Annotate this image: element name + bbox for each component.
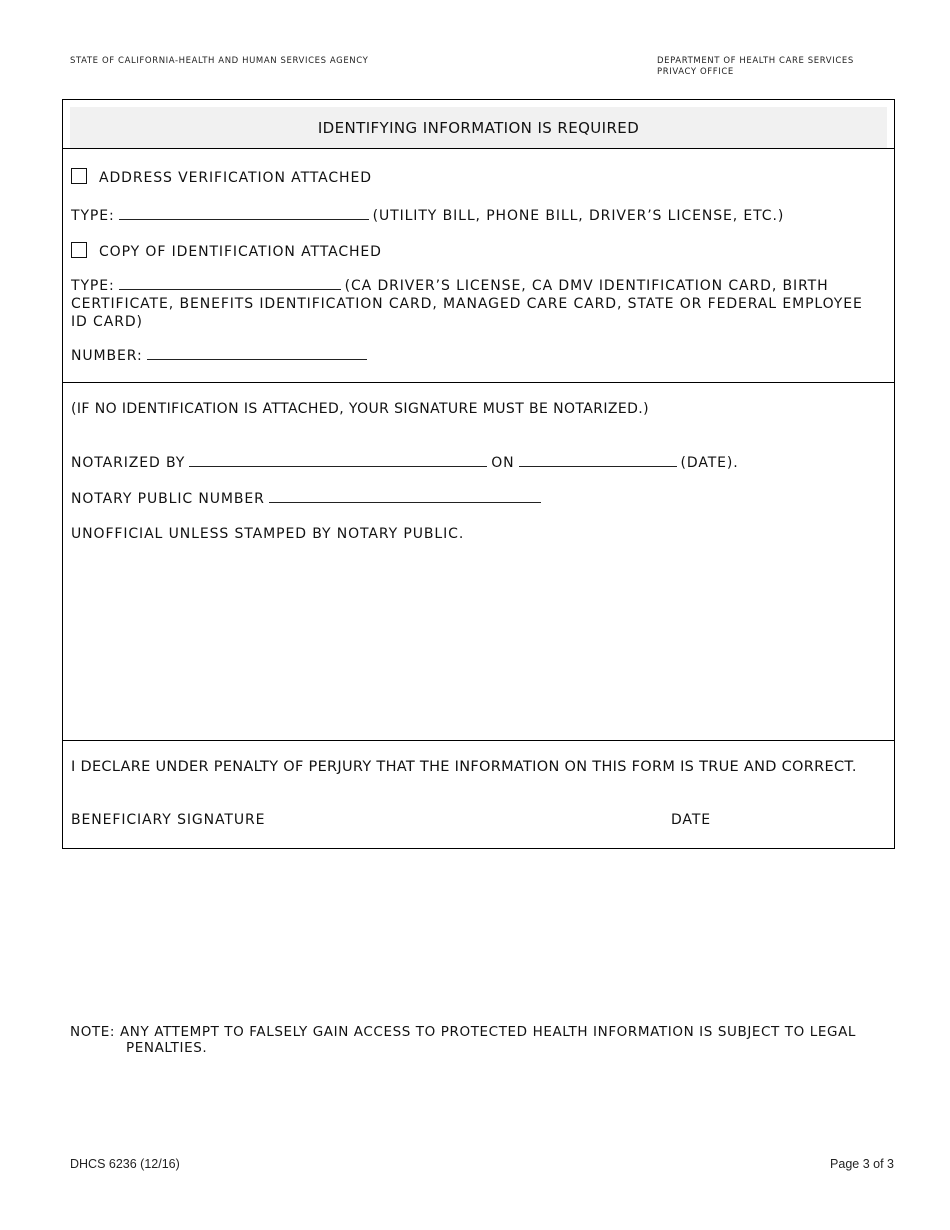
address-type-row (71, 207, 784, 224)
office-name: PRIVACY OFFICE (657, 67, 734, 77)
beneficiary-signature-label: BENEFICIARY SIGNATURE (71, 812, 266, 828)
identification-number-row (71, 347, 371, 364)
legal-note-line2: PENALTIES. (126, 1040, 208, 1056)
form-id: DHCS 6236 (12/16) (70, 1157, 180, 1171)
department-name: DEPARTMENT OF HEALTH CARE SERVICES (657, 56, 854, 66)
identification-section (63, 149, 894, 383)
notary-section (63, 383, 894, 741)
notarized-date-field[interactable] (519, 454, 677, 467)
identification-number-label: NUMBER: (71, 348, 143, 364)
page-number: Page 3 of 3 (830, 1157, 894, 1171)
notary-number-row (71, 490, 545, 507)
declaration-text: I DECLARE UNDER PENALTY OF PERJURY THAT THE INFORMATION ON THIS FORM IS TRUE AND CORRECT. (71, 759, 857, 775)
notarized-by-row (71, 454, 739, 471)
identification-type-row (71, 277, 876, 331)
identification-copy-label: COPY OF IDENTIFICATION ATTACHED (99, 244, 382, 260)
agency-header: STATE OF CALIFORNIA-HEALTH AND HUMAN SERVICES AGENCY (70, 56, 369, 66)
notary-stamp-note: UNOFFICIAL UNLESS STAMPED BY NOTARY PUBLIC. (71, 526, 465, 542)
notarized-on-label: ON (491, 455, 515, 471)
form-title-row (63, 100, 894, 149)
address-verification-row (71, 168, 372, 186)
address-type-hint: (UTILITY BILL, PHONE BILL, DRIVER’S LICENSE, ETC.) (372, 208, 785, 224)
declaration-section (63, 741, 894, 848)
legal-note-line1: NOTE: ANY ATTEMPT TO FALSELY GAIN ACCESS TO PROTECTED HEALTH INFORMATION IS SUBJECT TO LEGAL (70, 1024, 857, 1040)
notary-number-label: NOTARY PUBLIC NUMBER (71, 491, 265, 507)
identification-type-label: TYPE: (71, 278, 115, 294)
signature-date-label: DATE (671, 812, 712, 828)
notary-instruction: (IF NO IDENTIFICATION IS ATTACHED, YOUR SIGNATURE MUST BE NOTARIZED.) (71, 401, 650, 417)
identification-form (62, 99, 895, 849)
notarized-by-label: NOTARIZED BY (71, 455, 186, 471)
identification-type-hint: (CA DRIVER’S LICENSE, CA DMV IDENTIFICATION CARD, BIRTH CERTIFICATE, BENEFITS IDENTIFICATION CARD, MANAGED CARE CARD, STATE OR FEDERAL EMPLOYEE ID CARD) (71, 278, 863, 330)
address-type-field[interactable] (119, 207, 369, 220)
identification-number-field[interactable] (147, 347, 367, 360)
notarized-date-suffix: (DATE). (680, 455, 739, 471)
address-verification-checkbox[interactable] (71, 168, 87, 184)
notary-number-field[interactable] (269, 490, 541, 503)
identification-type-field[interactable] (119, 277, 341, 290)
address-type-label: TYPE: (71, 208, 115, 224)
notarized-by-field[interactable] (189, 454, 487, 467)
address-verification-label: ADDRESS VERIFICATION ATTACHED (99, 170, 372, 186)
legal-note (70, 1024, 856, 1056)
department-header (657, 56, 854, 78)
form-title: IDENTIFYING INFORMATION IS REQUIRED (70, 107, 887, 148)
identification-copy-checkbox[interactable] (71, 242, 87, 258)
identification-copy-row (71, 242, 382, 260)
